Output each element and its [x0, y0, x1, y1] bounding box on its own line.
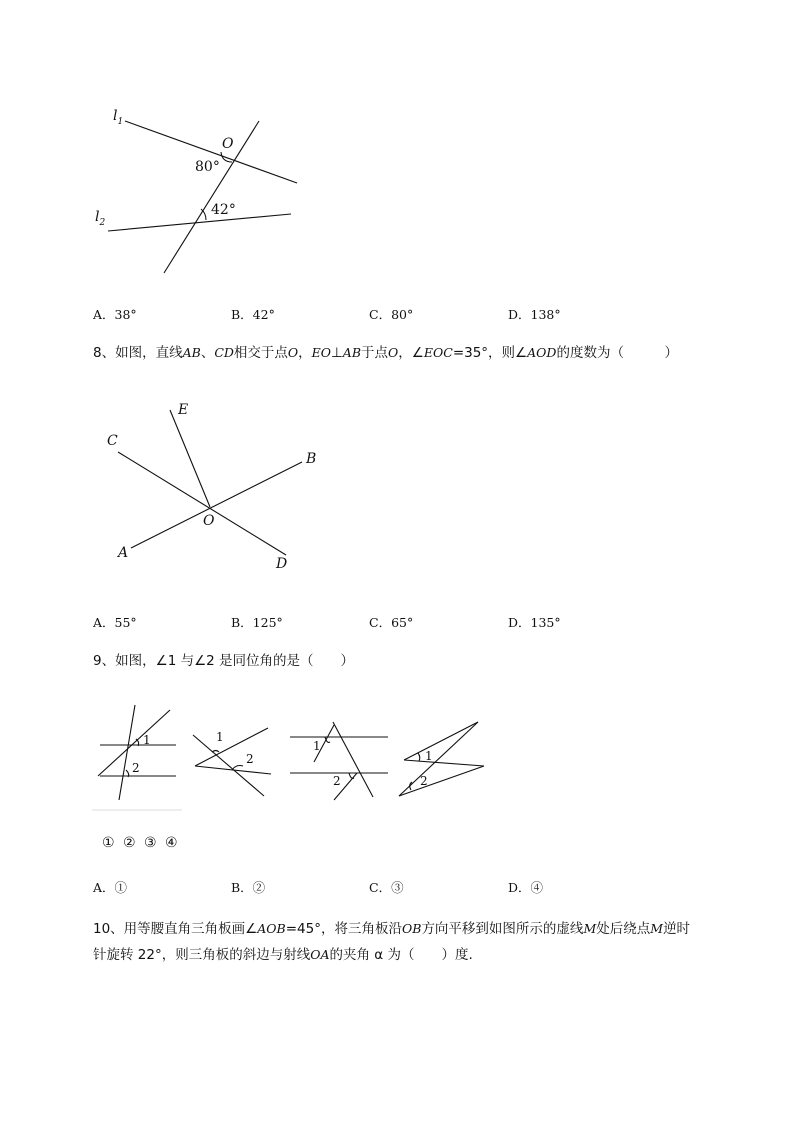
label-angle-42: 42°: [211, 202, 236, 218]
q9-option-a[interactable]: A．①: [93, 880, 128, 895]
q10-text-line-1: 10、用等腰直角三角板画∠AOB=45°，将三角板沿OB方向平移到如图所示的虚线M处后绕点M逆时: [93, 921, 691, 937]
q8-text: 8、如图，直线AB、CD相交于点O，EO⊥AB于点O，∠EOC=35°，则∠AOD的度数为（ ）: [93, 345, 678, 361]
q9-fig4-angle-2: 2: [420, 774, 428, 788]
q9-option-c[interactable]: C．③: [369, 880, 404, 895]
q7-option-b[interactable]: B．42°: [231, 307, 275, 322]
q7-option-a[interactable]: A．38°: [93, 307, 137, 322]
q8-option-b[interactable]: B．125°: [231, 615, 283, 630]
q9-fig1-angle-1: 1: [143, 733, 151, 747]
q9-circled-labels: ① ② ③ ④: [102, 835, 180, 851]
q7-option-d[interactable]: D．138°: [508, 307, 561, 322]
q8-option-d[interactable]: D．135°: [508, 615, 561, 630]
label-l2: $l_2$: [95, 209, 106, 228]
label-a: A: [118, 545, 129, 561]
q8-option-a[interactable]: A．55°: [93, 615, 137, 630]
label-point-o: O: [222, 136, 234, 152]
q9-text: 9、如图，∠1 与∠2 是同位角的是（ ）: [93, 653, 355, 669]
label-l1: $l_1$: [113, 108, 124, 127]
q10-text-line-2: 针旋转 22°，则三角板的斜边与射线OA的夹角 α 为（ ）度.: [93, 947, 473, 963]
label-e: E: [178, 402, 189, 418]
q9-fig2-angle-2: 2: [246, 752, 254, 766]
label-angle-80: 80°: [195, 159, 220, 175]
q7-option-c[interactable]: C．80°: [369, 307, 414, 322]
q8-option-c[interactable]: C．65°: [369, 615, 414, 630]
q9-fig3-angle-2: 2: [333, 774, 341, 788]
q9-figure-3: [290, 722, 388, 800]
q9-figure-4: [399, 722, 484, 796]
q9-fig1-angle-2: 2: [132, 761, 140, 775]
q9-fig3-angle-1: 1: [313, 739, 321, 753]
q9-option-d[interactable]: D．④: [508, 880, 544, 895]
q9-fig4-angle-1: 1: [425, 749, 433, 763]
label-b: B: [306, 451, 317, 467]
label-c: C: [107, 433, 118, 449]
q9-figure-1: [92, 705, 182, 810]
q9-fig2-angle-1: 1: [216, 730, 224, 744]
label-o: O: [203, 513, 215, 529]
label-d: D: [276, 556, 288, 572]
q9-option-b[interactable]: B．②: [231, 880, 266, 895]
q9-figure-2: [193, 728, 271, 796]
